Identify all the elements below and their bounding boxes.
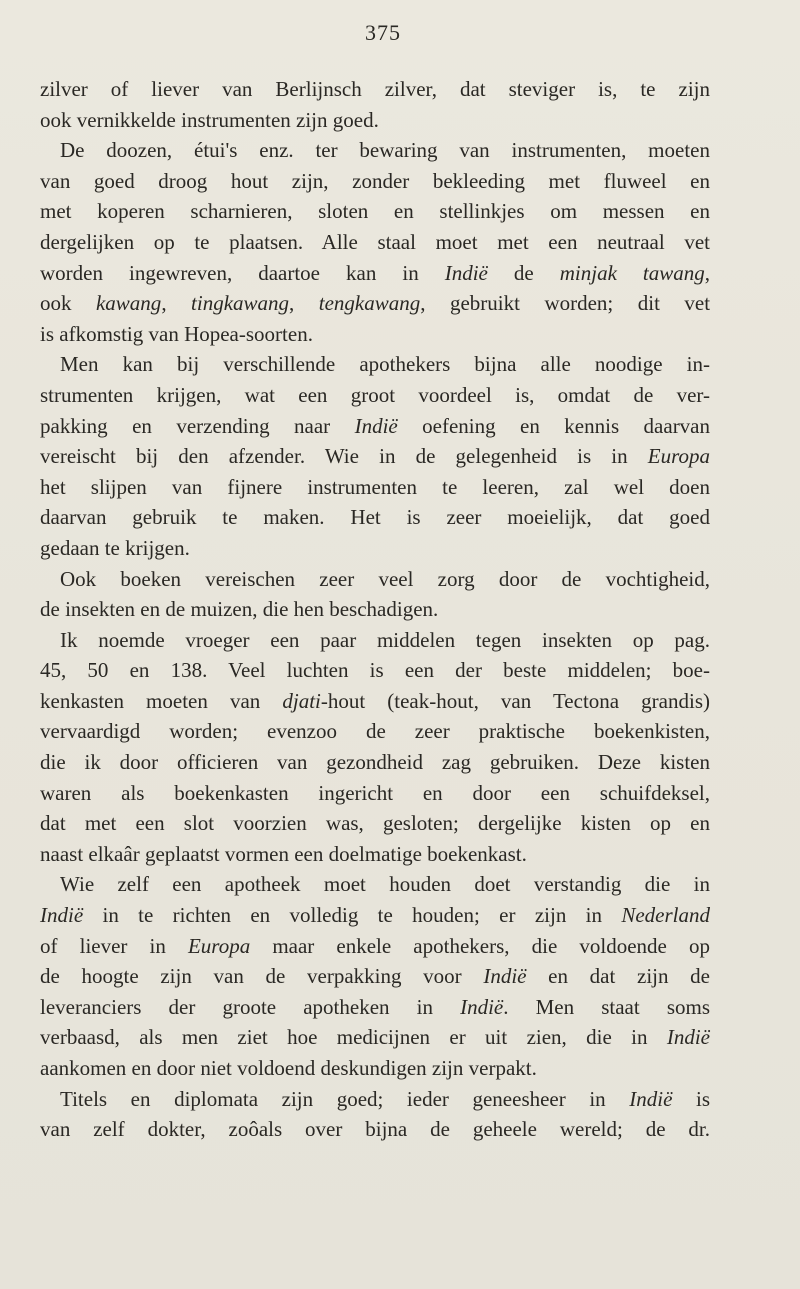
body-text [40, 74, 710, 1145]
text-line: vereischt bij den afzender. Wie in de gelegenheid is in Europa [40, 444, 710, 469]
text-line: daarvan gebruik te maken. Het is zeer moeielijk, dat goed [40, 505, 710, 530]
text-line: dergelijken op te plaatsen. Alle staal moet met een neutraal vet [40, 229, 710, 254]
text-line: Men kan bij verschillende apothekers bijna alle noodige in- [60, 352, 710, 377]
text-line: het slijpen van fijnere instrumenten te leeren, zal wel doen [40, 474, 710, 499]
text-line: worden ingewreven, daartoe kan in Indië de minjak tawang, [40, 260, 710, 285]
text-line: waren als boekenkasten ingericht en door een schuifdeksel, [40, 780, 710, 805]
text-line: ook kawang, tingkawang, tengkawang, gebruikt worden; dit vet [40, 291, 711, 316]
text-line: verbaasd, als men ziet hoe medicijnen er uit zien, die in Indië [40, 1025, 710, 1050]
text-line: Wie zelf een apotheek moet houden doet verstandig die in [60, 872, 710, 897]
text-line: zilver of liever van Berlijnsch zilver, dat steviger is, te zijn [40, 77, 710, 101]
text-line: die ik door officieren van gezondheid zag gebruiken. Deze kisten [40, 750, 710, 775]
text-line: 45, 50 en 138. Veel luchten is een der beste middelen; boe- [40, 658, 710, 683]
text-line: De doozen, étui's enz. ter bewaring van instrumenten, moeten [60, 138, 710, 163]
text-line: de hoogte zijn van de verpakking voor Indië en dat zijn de [40, 964, 710, 989]
text-line: Ik noemde vroeger een paar middelen tegen insekten op pag. [60, 627, 710, 652]
text-line: de insekten en de muizen, die hen beschadigen. [40, 597, 439, 622]
text-line: naast elkaâr geplaatst vormen een doelmatige boekenkast. [40, 841, 527, 866]
text-line: is afkomstig van Hopea-soorten. [40, 321, 313, 346]
text-line: met koperen scharnieren, sloten en stellinkjes om messen en [40, 199, 710, 224]
text-line: ook vernikkelde instrumenten zijn goed. [40, 107, 379, 132]
text-line: leveranciers der groote apotheken in Indië. Men staat soms [40, 994, 710, 1019]
text-line: Titels en diplomata zijn goed; ieder geneesheer in Indië is [60, 1086, 710, 1111]
text-line: gedaan te krijgen. [40, 535, 190, 560]
text-line: aankomen en door niet voldoend deskundigen zijn verpakt. [40, 1056, 537, 1080]
page-number: 375 [365, 20, 401, 45]
text-line: van goed droog hout zijn, zonder bekleeding met fluweel en [40, 168, 710, 193]
text-line: pakking en verzending naar Indië oefening en kennis daarvan [40, 413, 711, 438]
text-line: van zelf dokter, zoôals over bijna de geheele wereld; de dr. [40, 1117, 710, 1142]
text-line: of liever in Europa maar enkele apothekers, die voldoende op [40, 933, 710, 958]
text-line: strumenten krijgen, wat een groot voordeel is, omdat de ver- [40, 382, 710, 407]
text-line: vervaardigd worden; evenzoo de zeer praktische boekenkisten, [40, 719, 710, 744]
text-line: Ook boeken vereischen zeer veel zorg door de vochtigheid, [60, 566, 710, 591]
text-line: dat met een slot voorzien was, gesloten; dergelijke kisten op en [40, 811, 710, 836]
text-line: kenkasten moeten van djati-hout (teak-hout, van Tectona grandis) [40, 688, 710, 713]
text-line: Indië in te richten en volledig te houden; er zijn in Nederland [40, 903, 710, 928]
